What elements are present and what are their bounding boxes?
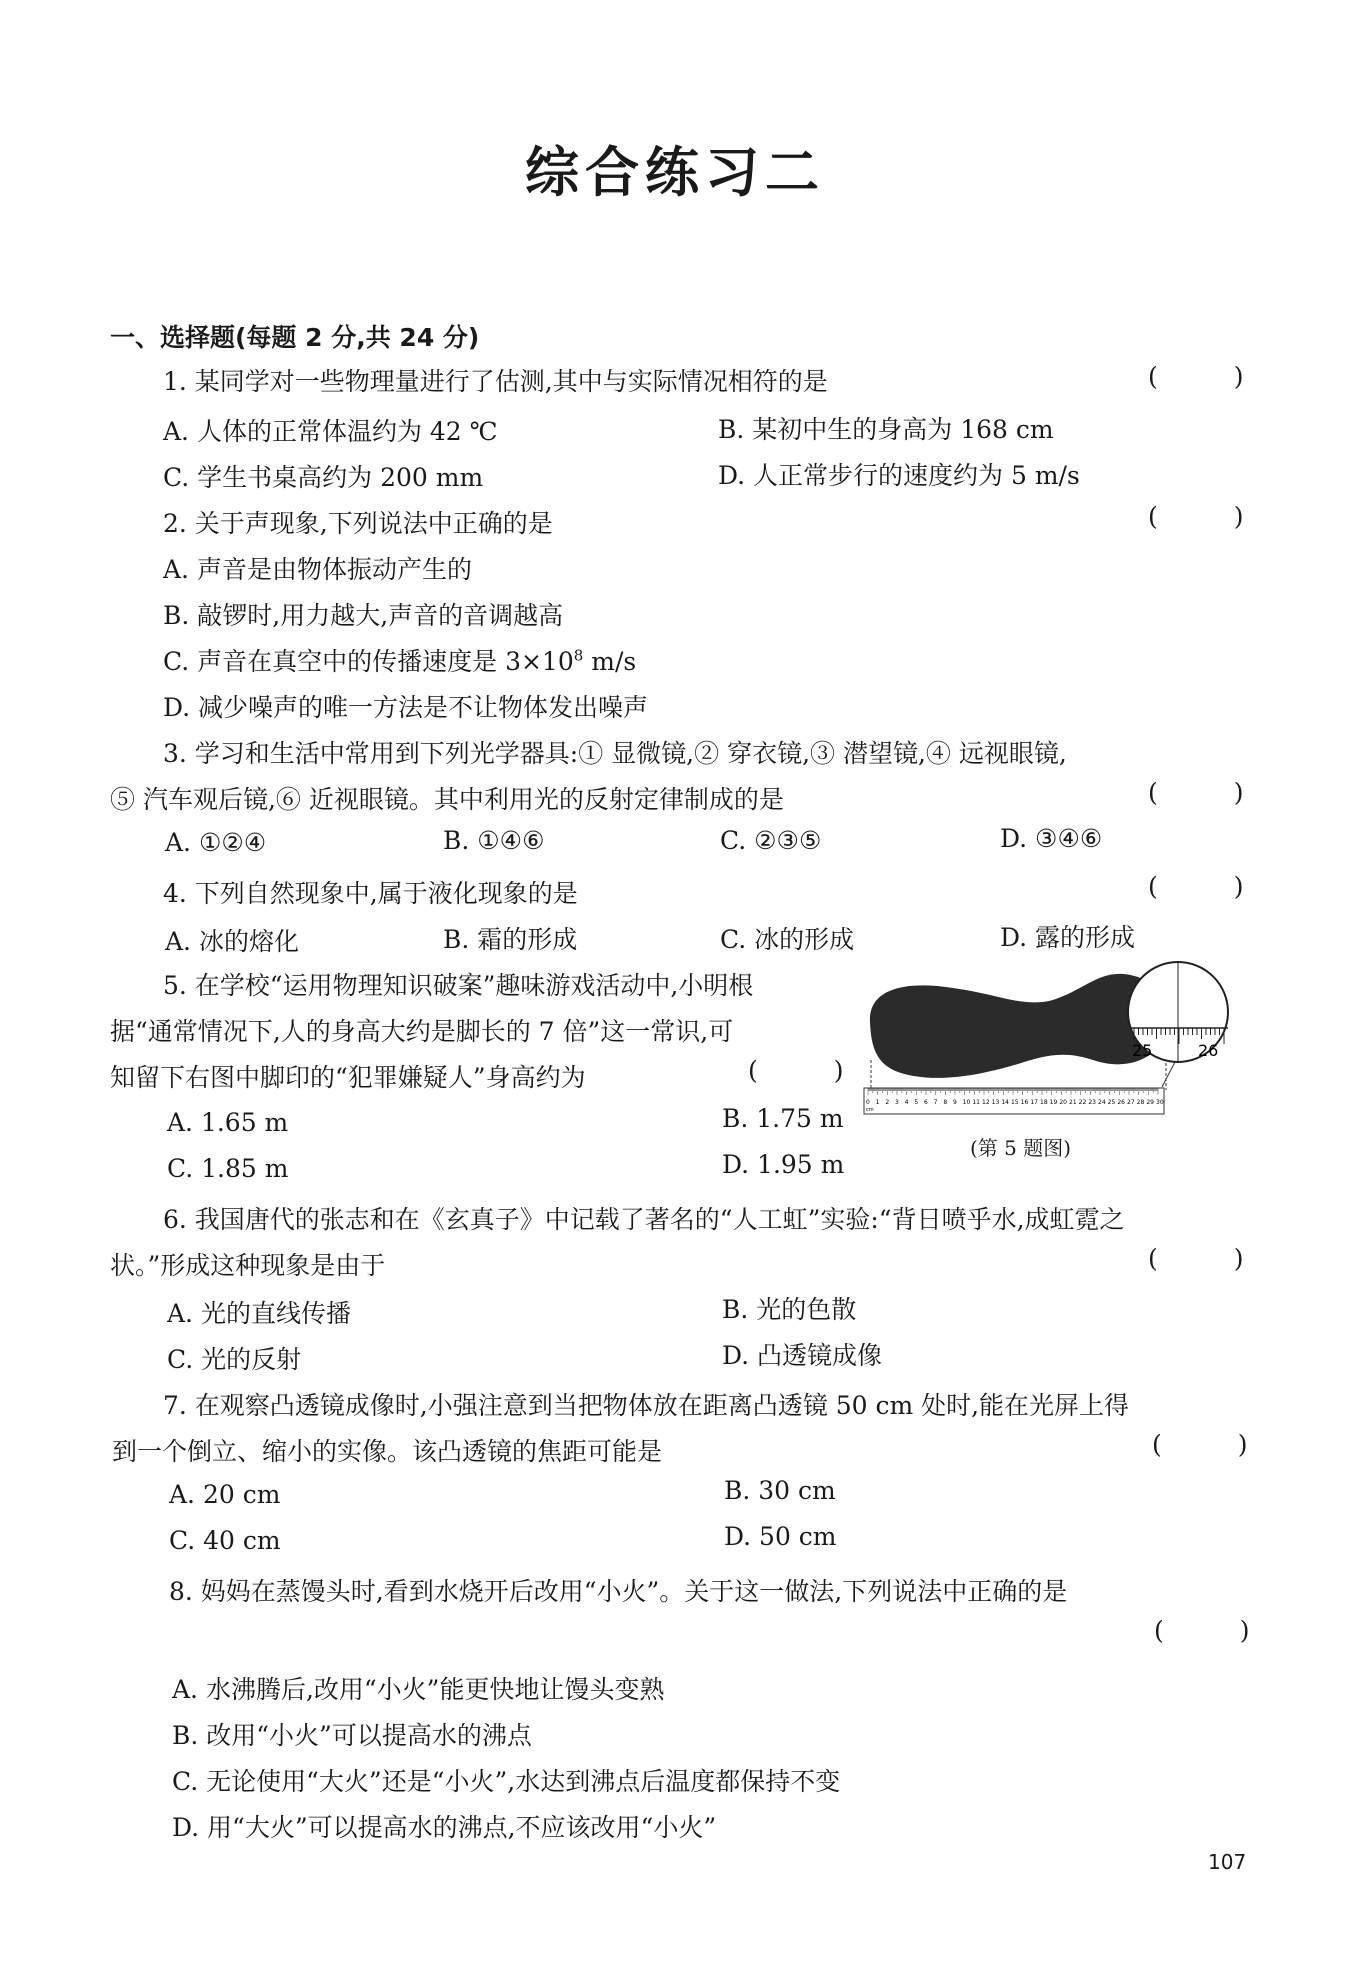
q3-option-a: A. ①②④ [165,828,267,857]
q7-answer-paren: ( ) [1152,1430,1282,1459]
ruler-label: 21 [1069,1099,1077,1106]
ruler-label: 16 [1020,1099,1029,1106]
q8-stem: 8. 妈妈在蒸馒头时,看到水烧开后改用“小火”。关于这一做法,下列说法中正确的是 [169,1577,1068,1606]
q7-option-d: D. 50 cm [724,1522,837,1551]
ruler-label: 7 [933,1099,938,1106]
ruler-label: 27 [1127,1099,1135,1106]
q5-option-d: D. 1.95 m [722,1150,845,1179]
q4-option-c: C. 冰的形成 [720,925,855,954]
ruler-label: 26 [1117,1099,1125,1106]
ruler-label: 28 [1136,1099,1145,1106]
q5-stem-line2: 据“通常情况下,人的身高大约是脚长的 7 倍”这一常识,可 [110,1017,734,1046]
q3-stem-line1: 3. 学习和生活中常用到下列光学器具:① 显微镜,② 穿衣镜,③ 潜望镜,④ 远视眼镜, [163,739,1067,768]
q8-option-d: D. 用“大火”可以提高水的沸点,不应该改用“小火” [172,1813,717,1842]
q5-option-a: A. 1.65 m [167,1108,289,1137]
ruler-label: 1 [875,1099,880,1106]
q8-option-b: B. 改用“小火”可以提高水的沸点 [172,1721,532,1750]
ruler-label: 14 [1001,1099,1009,1106]
zoom-label-25: 25 [1132,1041,1153,1060]
ruler-label: 2 [885,1099,890,1106]
q7-option-a: A. 20 cm [169,1480,281,1509]
q2-option-d: D. 减少噪声的唯一方法是不让物体发出噪声 [163,693,649,722]
q2-answer-paren: ( ) [1148,502,1278,531]
q5-option-c: C. 1.85 m [167,1154,289,1183]
q4-stem: 4. 下列自然现象中,属于液化现象的是 [163,879,578,908]
q7-stem-line1: 7. 在观察凸透镜成像时,小强注意到当把物体放在距离凸透镜 50 cm 处时,能在光屏上得 [163,1391,1130,1420]
q3-option-d: D. ③④⑥ [1000,824,1103,853]
q6-stem-line1: 6. 我国唐代的张志和在《玄真子》中记载了著名的“人工虹”实验:“背日喷乎水,成虹霓之 [163,1205,1125,1234]
page-title: 综合练习二 [525,141,825,204]
q5-stem-line3: 知留下右图中脚印的“犯罪嫌疑人”身高约为 [110,1063,586,1092]
ruler-label: 23 [1088,1099,1096,1106]
q4-option-a: A. 冰的熔化 [165,927,299,956]
ruler-label: 4 [904,1099,909,1106]
ruler-label: 25 [1107,1099,1116,1106]
ruler-label: 0 [866,1099,870,1106]
q7-stem-line2: 到一个倒立、缩小的实像。该凸透镜的焦距可能是 [112,1437,663,1466]
q4-answer-paren: ( ) [1148,872,1278,901]
ruler-label: 29 [1146,1099,1154,1106]
q3-option-c: C. ②③⑤ [720,826,822,855]
q2-stem: 2. 关于声现象,下列说法中正确的是 [163,509,553,538]
page-number: 107 [1208,1850,1247,1874]
ruler-label: 13 [991,1099,1000,1106]
q1-option-c: C. 学生书桌高约为 200 mm [163,463,484,492]
ruler-label: 9 [953,1099,957,1106]
ruler-label: 12 [982,1099,990,1106]
q3-stem-line2: ⑤ 汽车观后镜,⑥ 近视眼镜。其中利用光的反射定律制成的是 [110,785,784,814]
q6-option-a: A. 光的直线传播 [167,1299,351,1328]
q6-option-d: D. 凸透镜成像 [722,1341,883,1370]
ruler-label: 19 [1049,1099,1058,1106]
q1-stem: 1. 某同学对一些物理量进行了估测,其中与实际情况相符的是 [163,367,828,396]
section-heading: 一、选择题(每题 2 分,共 24 分) [110,323,480,352]
ruler-unit: cm [866,1107,874,1113]
ruler-label: 30 [1156,1099,1164,1106]
q5-option-b: B. 1.75 m [722,1104,844,1133]
q5-figure-caption: (第 5 题图) [970,1136,1072,1160]
q6-stem-line2: 状。”形成这种现象是由于 [110,1251,386,1280]
q8-option-c: C. 无论使用“大火”还是“小火”,水达到沸点后温度都保持不变 [172,1767,841,1796]
ruler-label: 3 [895,1099,899,1106]
ruler-label: 11 [972,1099,980,1106]
zoom-label-26: 26 [1198,1041,1219,1060]
q8-answer-paren: ( ) [1154,1616,1284,1645]
q2-option-c: C. 声音在真空中的传播速度是 $3\times 10^8$ m/s [163,646,637,676]
ruler-label: 24 [1098,1099,1106,1106]
q8-option-a: A. 水沸腾后,改用“小火”能更快地让馒头变熟 [172,1675,665,1704]
q7-option-c: C. 40 cm [169,1526,281,1555]
q3-answer-paren: ( ) [1148,778,1278,807]
footprint-shape [870,974,1167,1078]
q6-option-b: B. 光的色散 [722,1295,857,1324]
ruler-label: 5 [914,1099,919,1106]
q1-option-d: D. 人正常步行的速度约为 5 m/s [718,461,1080,490]
q4-option-b: B. 霜的形成 [443,925,578,954]
q3-option-b: B. ①④⑥ [443,826,545,855]
q1-answer-paren: ( ) [1148,362,1278,391]
q4-option-d: D. 露的形成 [1000,923,1136,952]
ruler-label: 10 [962,1099,971,1106]
ruler-label: 22 [1078,1099,1087,1106]
q1-option-a: A. 人体的正常体温约为 42 ℃ [163,417,498,446]
ruler-label: 15 [1011,1099,1019,1106]
ruler-label: 17 [1030,1099,1038,1106]
q6-option-c: C. 光的反射 [167,1345,302,1374]
q5-answer-paren: ( ) [748,1056,878,1085]
q6-answer-paren: ( ) [1148,1244,1278,1273]
ruler-label: 18 [1040,1099,1048,1106]
q5-footprint-figure [858,960,1240,1125]
ruler-label: 8 [943,1099,948,1106]
q2-option-a: A. 声音是由物体振动产生的 [163,555,472,584]
ruler-label: 6 [924,1099,928,1106]
q5-stem-line1: 5. 在学校“运用物理知识破案”趣味游戏活动中,小明根 [163,971,754,1000]
q1-option-b: B. 某初中生的身高为 168 cm [718,415,1054,444]
q2-option-b: B. 敲锣时,用力越大,声音的音调越高 [163,601,564,630]
q7-option-b: B. 30 cm [724,1476,836,1505]
ruler-label: 20 [1059,1099,1067,1106]
